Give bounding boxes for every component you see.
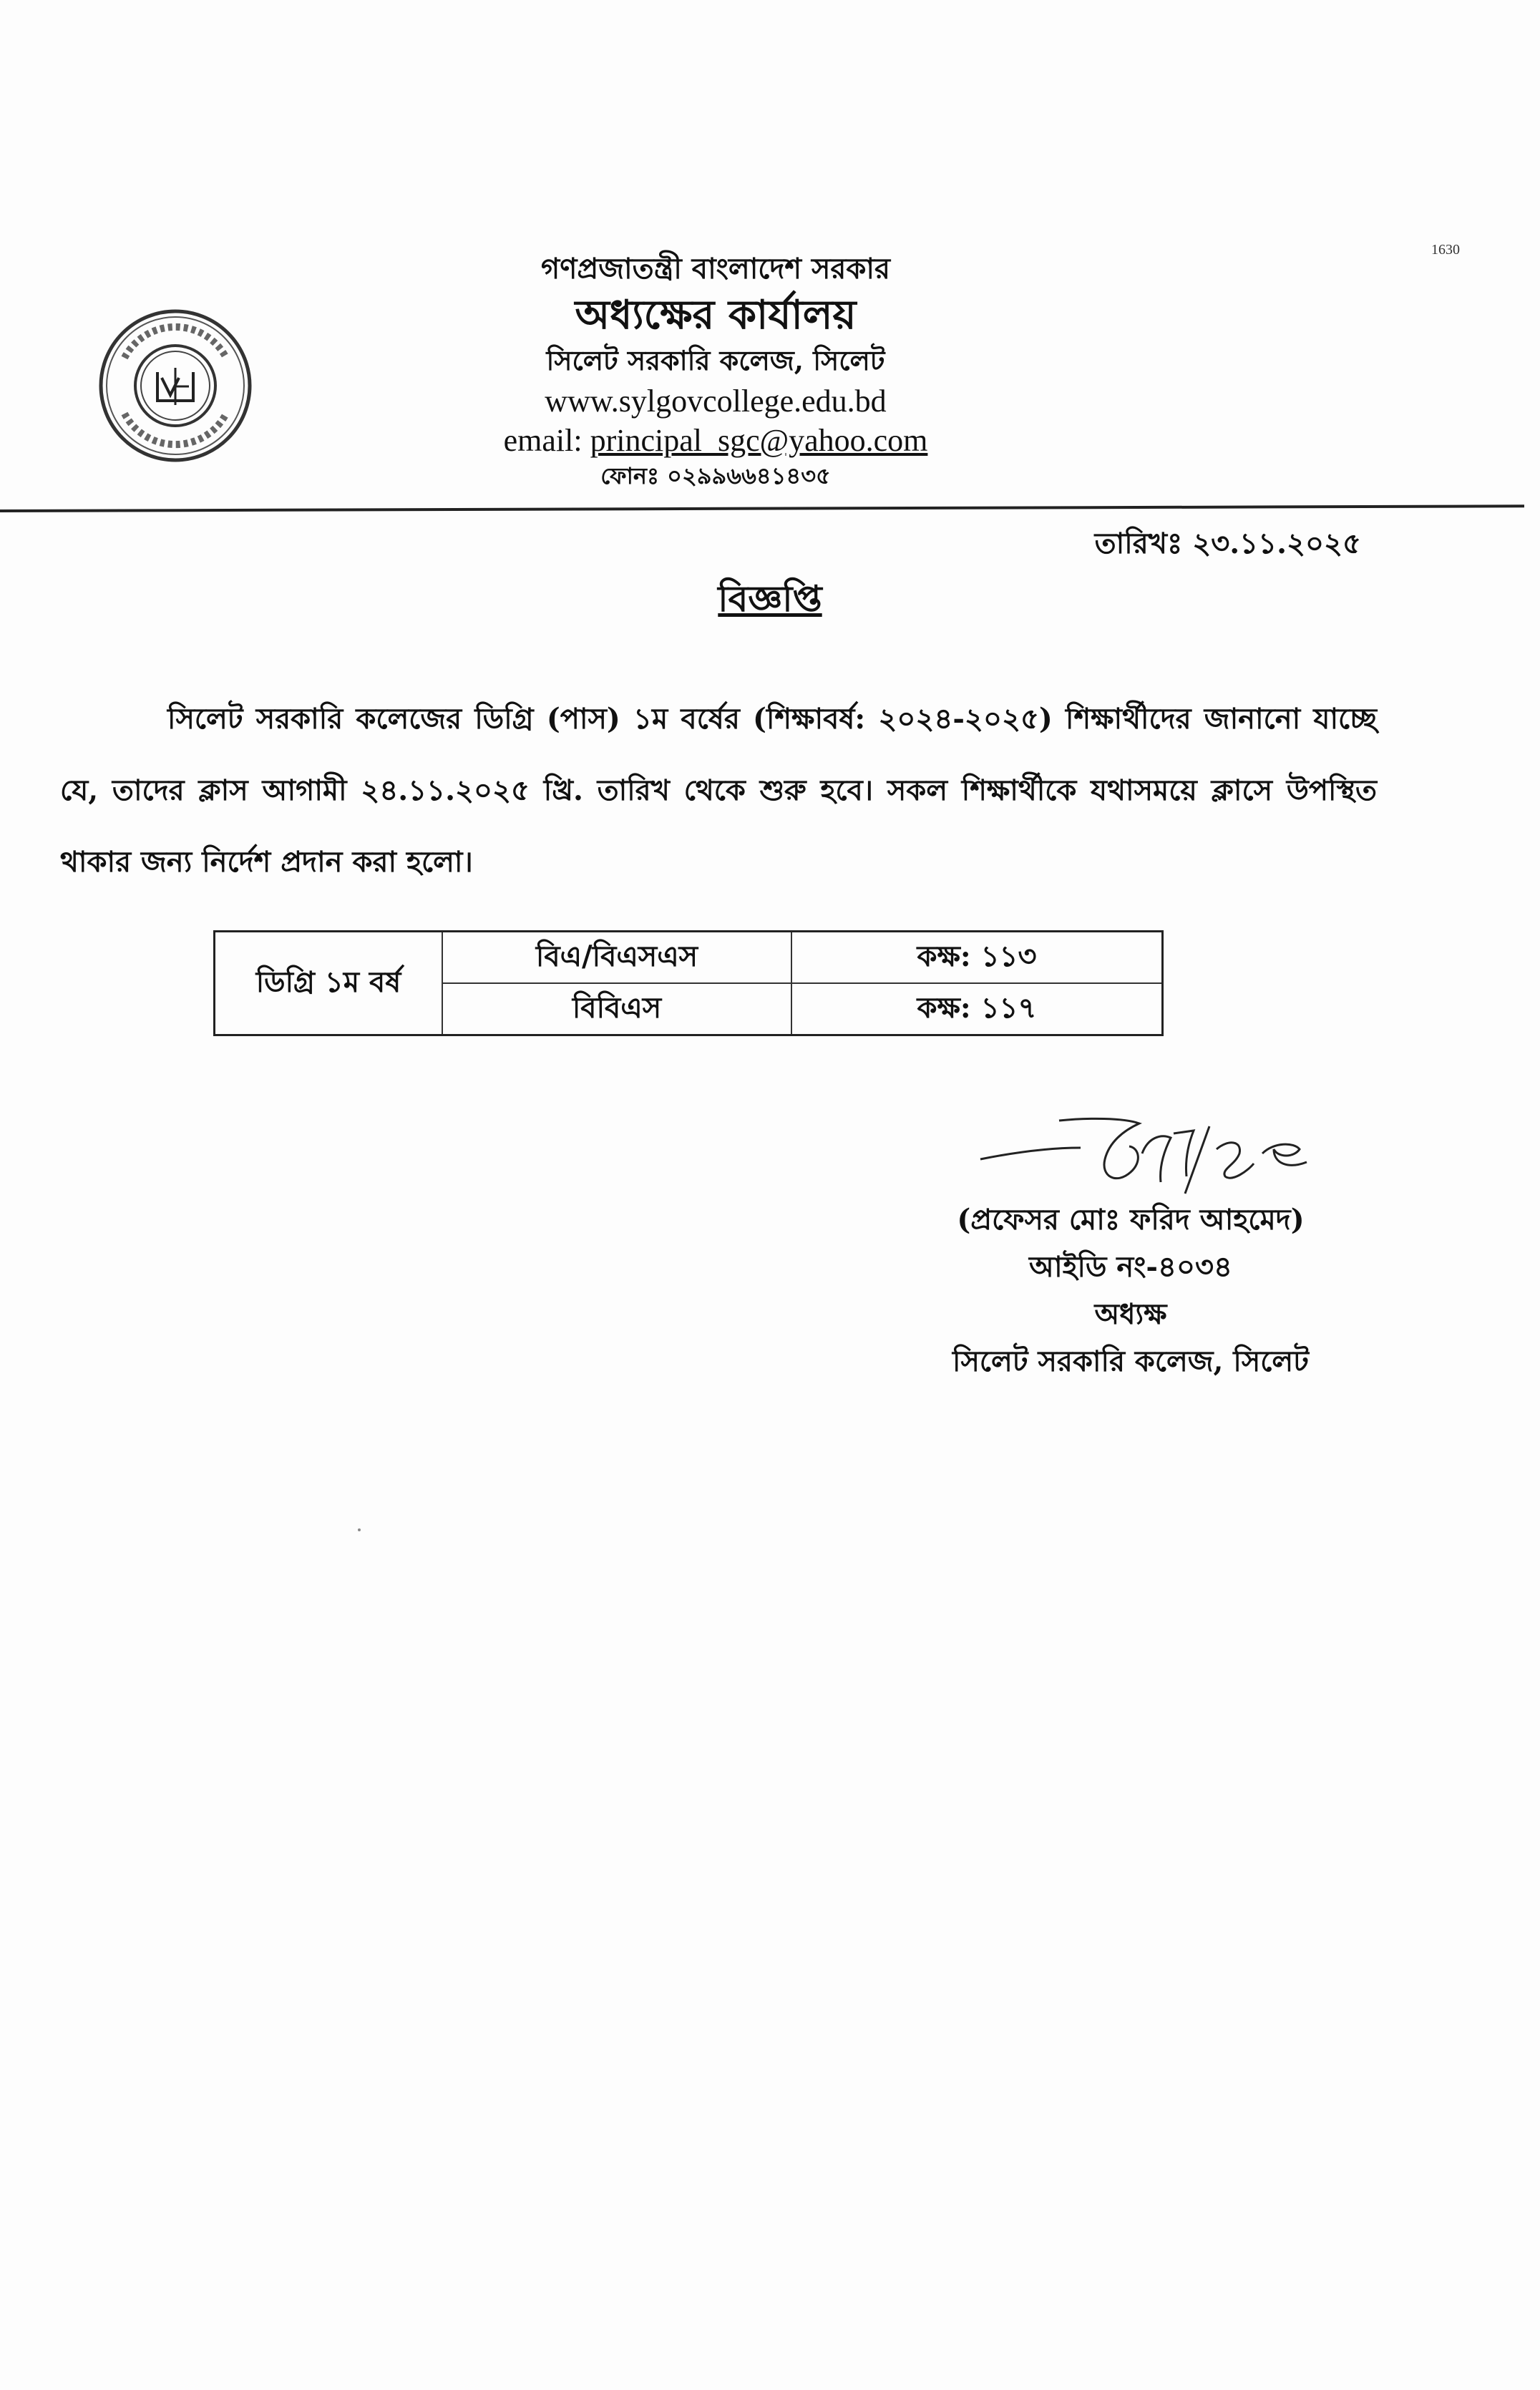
header-divider — [0, 504, 1524, 512]
room-cell: কক্ষ: ১১৭ — [791, 983, 1163, 1035]
email-label: email: — [503, 423, 583, 458]
year-cell: ডিগ্রি ১ম বর্ষ — [215, 932, 443, 1035]
signatory-name: (প্রফেসর মোঃ ফরিদ আহমেদ) — [957, 1203, 1305, 1237]
signatory-id: আইডি নং-৪০৩৪ — [1029, 1250, 1232, 1284]
notice-body: সিলেট সরকারি কলেজের ডিগ্রি (পাস) ১ম বর্ষের (শিক্ষাবর্ষ: ২০২৪-২০২৫) শিক্ষার্থীদের জানানো যাচ্ছে যে, তাদের ক্লাস আগামী ২৪.১১.২০২৫ খ্রি. তারিখ থেকে শুরু হবে। সকল শিক্ষার্থীকে যথাসময়ে ক্লাসে উপস্থিত থাকার জন্য নির্দেশ প্রদান করা হলো। — [60, 702, 1377, 879]
notice-title-text: বিজ্ঞপ্তি — [718, 577, 822, 620]
handwritten-signature-icon — [973, 1116, 1317, 1209]
letterhead — [429, 243, 1002, 492]
paper-speck — [358, 1528, 361, 1531]
signatory-institution: সিলেট সরকারি কলেজ, সিলেট — [952, 1345, 1309, 1378]
group-cell: বিএ/বিএসএস — [442, 932, 791, 984]
room-cell: কক্ষ: ১১৩ — [791, 932, 1163, 984]
email-address[interactable]: principal_sgc@yahoo.com — [590, 423, 928, 458]
signatory-designation: অধ্যক্ষ — [1094, 1297, 1167, 1331]
page-number-mark: 1630 — [1431, 242, 1460, 258]
notice-title — [0, 572, 1540, 632]
phone-number: ফোনঃ ০২৯৯৬৬৪১৪৩৫ — [600, 462, 831, 489]
government-name: গণপ্রজাতন্ত্রী বাংলাদেশ সরকার — [541, 252, 890, 286]
email-line — [429, 422, 1002, 459]
group-cell: বিবিএস — [442, 983, 791, 1035]
notice-date: তারিখঃ ২৩.১১.২০২৫ — [1094, 527, 1361, 560]
office-title: অধ্যক্ষের কার্যালয় — [575, 291, 857, 338]
college-seal-icon — [96, 306, 255, 465]
college-name: সিলেট সরকারি কলেজ, সিলেট — [546, 344, 885, 376]
table-row — [215, 932, 1163, 984]
college-website[interactable]: www.sylgovcollege.edu.bd — [545, 384, 887, 419]
class-room-table — [213, 930, 1164, 1036]
signatory-block — [859, 1196, 1403, 1385]
